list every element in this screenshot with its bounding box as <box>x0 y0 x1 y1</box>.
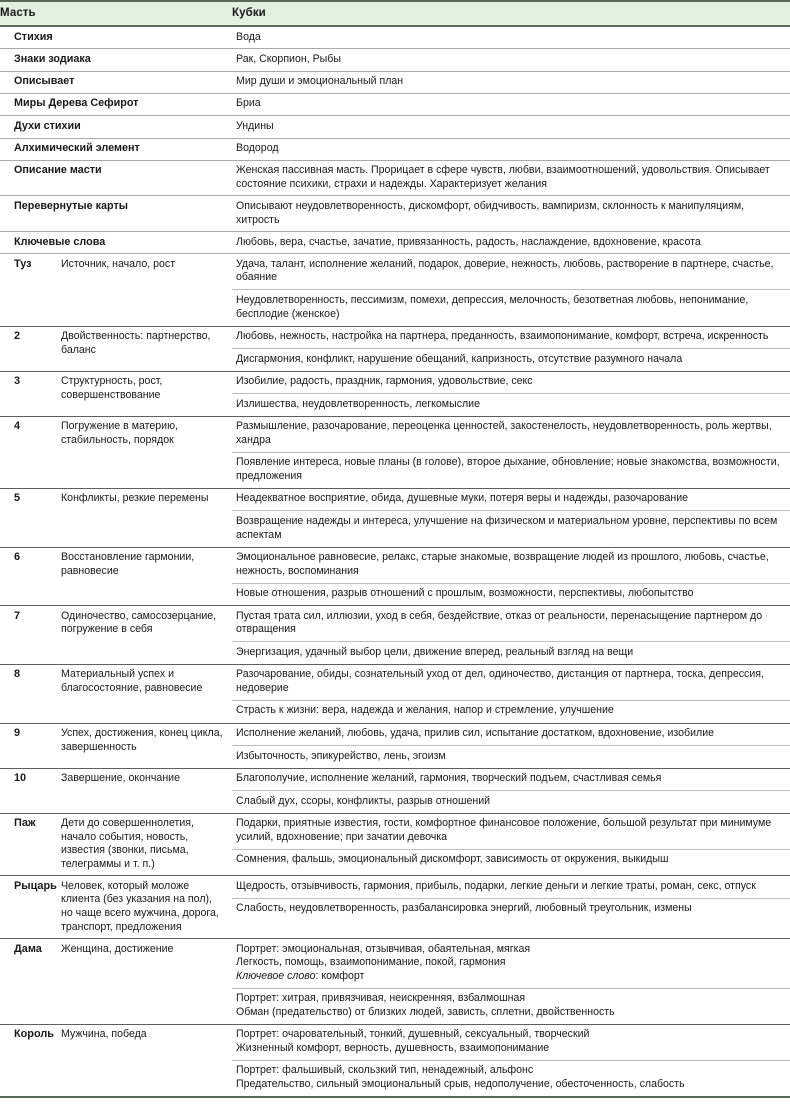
meaning-line: Исполнение желаний, любовь, удача, прилив сил, испытание достатком, вдохновение, изобилие <box>236 727 715 739</box>
meaning-line: Слабый дух, ссоры, конфликты, разрыв отношений <box>236 794 491 807</box>
meaning-reversed <box>232 850 790 872</box>
meaning-line: Энергизация, удачный выбор цели, движение вперед, реальный взгляд на вещи <box>236 645 634 658</box>
card-row <box>0 813 790 876</box>
card-name: Туз <box>0 254 57 326</box>
meaning-upright <box>232 254 790 290</box>
attribute-row <box>0 232 790 254</box>
card-meanings <box>232 547 790 606</box>
attribute-label: Знаки зодиака <box>0 49 232 71</box>
meaning-line: Разочарование, обиды, сознательный уход от дел, одиночество, дистанция от партнера, тоска, депрессия, недоверие <box>236 668 764 694</box>
card-keywords: Структурность, рост, совершенствование <box>57 371 232 416</box>
card-name: Король <box>0 1024 57 1097</box>
meaning-reversed <box>232 989 790 1024</box>
card-keywords: Конфликты, резкие перемены <box>57 488 232 547</box>
attribute-label: Духи стихии <box>0 116 232 138</box>
meaning-line: Появление интереса, новые планы (в голове), второе дыхание, обновление; новые знакомства, возможности, предложения <box>236 456 780 482</box>
card-keywords: Дети до совершеннолетия, начало события, новость, известия (звонки, письма, телеграммы и т. п.) <box>57 813 232 876</box>
meaning-line: Любовь, нежность, настройка на партнера, преданность, взаимопонимание, комфорт, встреча, искренность <box>236 330 769 343</box>
attribute-value: Водород <box>232 138 790 160</box>
card-row <box>0 876 790 939</box>
meaning-line: Эмоциональное равновесие, релакс, старые знакомые, возвращение людей из прошлого, любовь, счастье, нежность, воспоминания <box>236 551 769 577</box>
attribute-row <box>0 116 790 138</box>
card-meanings <box>232 876 790 939</box>
card-meanings <box>232 723 790 768</box>
card-keywords: Двойственность: партнерство, баланс <box>57 326 232 371</box>
attribute-value: Описывают неудовлетворенность, дискомфорт, обидчивость, вампиризм, склонность к манипуляциям, хитрость <box>232 196 790 232</box>
card-name: Рыцарь <box>0 876 57 939</box>
card-keywords: Восстановление гармонии, равновесие <box>57 547 232 606</box>
card-rows <box>0 254 790 1097</box>
meaning-line: Портрет: фальшивый, скользкий тип, ненадежный, альфонс <box>236 1064 534 1077</box>
meaning-upright <box>232 417 790 453</box>
card-name: 5 <box>0 488 57 547</box>
card-row <box>0 416 790 488</box>
card-keywords: Материальный успех и благосостояние, равновесие <box>57 664 232 723</box>
meaning-reversed <box>232 746 790 768</box>
meaning-line: Легкость, помощь, взаимопонимание, покой, гармония <box>236 956 506 969</box>
meaning-line: Избыточность, эпикурейство, лень, эгоизм <box>236 749 446 762</box>
card-keywords: Источник, начало, рост <box>57 254 232 326</box>
card-meanings <box>232 606 790 665</box>
attribute-label: Стихия <box>0 26 232 49</box>
meaning-upright <box>232 327 790 350</box>
meaning-upright <box>232 372 790 395</box>
card-meanings <box>232 664 790 723</box>
meaning-reversed <box>232 642 790 664</box>
attribute-label: Описывает <box>0 71 232 93</box>
attribute-value: Любовь, вера, счастье, зачатие, привязанность, радость, наслаждение, вдохновение, красота <box>232 232 790 254</box>
card-keywords: Мужчина, победа <box>57 1024 232 1097</box>
card-meanings <box>232 1024 790 1097</box>
meaning-upright <box>232 548 790 584</box>
keyword-label: Ключевое слово <box>236 969 316 982</box>
attribute-value: Бриа <box>232 93 790 115</box>
meaning-reversed <box>232 290 790 325</box>
card-keywords: Завершение, окончание <box>57 768 232 813</box>
meaning-line: Щедрость, отзывчивость, гармония, прибыль, подарки, легкие деньги и легкие траты, роман, секс, отпуск <box>236 879 756 892</box>
meaning-line: Благополучие, исполнение желаний, гармония, творческий подъем, счастливая семья <box>236 772 662 785</box>
meaning-upright <box>232 769 790 792</box>
meaning-upright <box>232 1025 790 1061</box>
meaning-upright <box>232 606 790 642</box>
card-name: 4 <box>0 416 57 488</box>
meaning-line: Удача, талант, исполнение желаний, подарок, доверие, нежность, любовь, растворение в партнере, счастье, обаяние <box>236 257 774 284</box>
card-name: 7 <box>0 606 57 665</box>
meaning-reversed <box>232 791 790 813</box>
card-name: 3 <box>0 371 57 416</box>
meaning-line: Предательство, сильный эмоциональный срыв, недополучение, обесточенность, слабость <box>236 1077 685 1090</box>
attribute-label: Перевернутые карты <box>0 196 232 232</box>
meaning-line: Новые отношения, разрыв отношений с прошлым, возможности, перспективы, любопытство <box>236 587 694 600</box>
card-name: 6 <box>0 547 57 606</box>
card-meanings <box>232 371 790 416</box>
meaning-line: Дисгармония, конфликт, нарушение обещаний, капризность, отсутствие разумного начала <box>236 352 683 365</box>
card-row <box>0 768 790 813</box>
meaning-reversed <box>232 584 790 606</box>
meaning-line: Страсть к жизни: вера, надежда и желания, напор и стремление, улучшение <box>236 704 614 717</box>
attribute-label: Ключевые слова <box>0 232 232 254</box>
card-keywords: Успех, достижения, конец цикла, завершенность <box>57 723 232 768</box>
card-row <box>0 1024 790 1097</box>
card-row <box>0 606 790 665</box>
meaning-reversed <box>232 453 790 488</box>
card-name: Дама <box>0 939 57 1025</box>
card-name: 9 <box>0 723 57 768</box>
meaning-reversed <box>232 1061 790 1096</box>
meaning-line: Портрет: эмоциональная, отзывчивая, обаятельная, мягкая <box>236 942 531 955</box>
card-keywords: Женщина, достижение <box>57 939 232 1025</box>
meaning-line: Портрет: очаровательный, тонкий, душевный, сексуальный, творческий <box>236 1028 590 1041</box>
card-row <box>0 488 790 547</box>
card-row <box>0 664 790 723</box>
attribute-row <box>0 93 790 115</box>
card-meanings <box>232 254 790 326</box>
meaning-line: Подарки, приятные известия, гости, комфортное финансовое положение, большой результат при минимуме усилий, вдохновение; при зачатии девочка <box>236 817 772 843</box>
card-name: 8 <box>0 664 57 723</box>
meaning-reversed <box>232 701 790 723</box>
meaning-line: Сомнения, фальшь, эмоциональный дискомфорт, зависимость от окружения, выкидыш <box>236 853 669 866</box>
meaning-upright <box>232 876 790 899</box>
meaning-line: Размышление, разочарование, переоценка ценностей, закостенелость, неудовлетворенность, роль жертвы, хандра <box>236 420 772 446</box>
attribute-value: Вода <box>232 26 790 49</box>
meaning-reversed <box>232 511 790 546</box>
meaning-line: Пустая трата сил, иллюзии, уход в себя, бездействие, отказ от реальности, перенасыщение партнером до отвращения <box>236 609 763 636</box>
column-header-value: Кубки <box>232 1 790 26</box>
card-meanings <box>232 768 790 813</box>
meaning-upright <box>232 939 790 989</box>
card-meanings <box>232 326 790 371</box>
attribute-value: Ундины <box>232 116 790 138</box>
card-keywords: Погружение в материю, стабильность, порядок <box>57 416 232 488</box>
attribute-row <box>0 71 790 93</box>
attribute-label: Алхимический элемент <box>0 138 232 160</box>
meaning-line: Обман (предательство) от близких людей, зависть, сплетни, двойственность <box>236 1005 615 1018</box>
attribute-label: Миры Дерева Сефирот <box>0 93 232 115</box>
meaning-line: Излишества, неудовлетворенность, легкомыслие <box>236 397 480 410</box>
meaning-upright <box>232 814 790 850</box>
attribute-row <box>0 160 790 196</box>
attribute-row <box>0 49 790 71</box>
card-meanings <box>232 488 790 547</box>
card-row <box>0 371 790 416</box>
attribute-row <box>0 196 790 232</box>
meaning-upright <box>232 665 790 701</box>
card-keywords: Одиночество, самосозерцание, погружение в себя <box>57 606 232 665</box>
card-row <box>0 939 790 1025</box>
card-row <box>0 723 790 768</box>
meaning-line: Портрет: хитрая, привязчивая, неискренняя, взбалмошная <box>236 992 526 1005</box>
table-bottom-spacer <box>0 1098 790 1106</box>
meaning-line: Жизненный комфорт, верность, душевность, взаимопонимание <box>236 1041 550 1054</box>
card-row <box>0 326 790 371</box>
card-meanings <box>232 939 790 1025</box>
meaning-line: Неадекватное восприятие, обида, душевные муки, потеря веры и надежды, разочарование <box>236 492 689 505</box>
card-meanings <box>232 416 790 488</box>
attribute-value: Мир души и эмоциональный план <box>232 71 790 93</box>
card-row <box>0 547 790 606</box>
keyword-value: : комфорт <box>315 969 365 982</box>
card-keywords: Человек, который моложе клиента (без указания на пол), но чаще всего мужчина, дорога, транспорт, предложения <box>57 876 232 939</box>
meaning-line: Возвращение надежды и интереса, улучшение на физическом и материальном уровне, перспективы по всем аспектам <box>236 514 778 541</box>
meaning-line: Изобилие, радость, праздник, гармония, удовольствие, секс <box>236 375 533 388</box>
meaning-upright <box>232 724 790 747</box>
card-name: 10 <box>0 768 57 813</box>
meaning-reversed <box>232 394 790 416</box>
card-name: 2 <box>0 326 57 371</box>
card-meanings <box>232 813 790 876</box>
meaning-upright <box>232 489 790 512</box>
table-header <box>0 1 790 26</box>
column-header-suit: Масть <box>0 1 232 26</box>
attribute-row <box>0 26 790 49</box>
meaning-reversed <box>232 349 790 371</box>
attribute-value: Женская пассивная масть. Прорицает в сфере чувств, любви, взаимоотношений, удовольствия. Описывает состояние психики, страхи и надежды. Характеризует желания <box>232 160 790 196</box>
card-name: Паж <box>0 813 57 876</box>
meaning-reversed <box>232 899 790 921</box>
card-row <box>0 254 790 326</box>
attribute-rows <box>0 26 790 254</box>
attribute-row <box>0 138 790 160</box>
table-header-row <box>0 1 790 26</box>
meaning-line: Неудовлетворенность, пессимизм, помехи, депрессия, мелочность, безответная любовь, непонимание, бесплодие (женское) <box>236 293 749 320</box>
attribute-label: Описание масти <box>0 160 232 196</box>
attribute-value: Рак, Скорпион, Рыбы <box>232 49 790 71</box>
meaning-line: Слабость, неудовлетворенность, разбалансировка энергий, любовный треугольник, измены <box>236 902 692 915</box>
